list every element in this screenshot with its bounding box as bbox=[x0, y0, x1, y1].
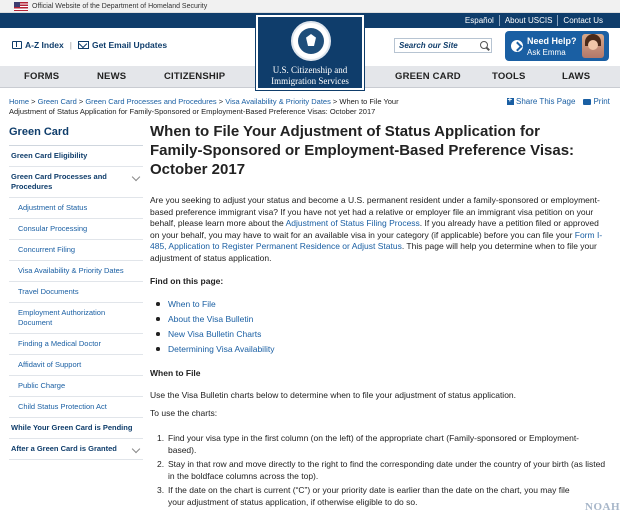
arrow-right-icon bbox=[511, 40, 523, 52]
sidebar-item-processes[interactable]: Green Card Processes and Procedures bbox=[9, 167, 143, 198]
link-about-uscis[interactable]: About USCIS bbox=[499, 15, 558, 26]
breadcrumb-visa-availability[interactable]: Visa Availability & Priority Dates bbox=[225, 97, 331, 106]
us-flag-icon bbox=[14, 2, 28, 11]
sidebar-item-adjustment[interactable]: Adjustment of Status bbox=[9, 198, 143, 219]
email-updates-link[interactable]: Get Email Updates bbox=[91, 40, 168, 50]
emma-avatar bbox=[582, 34, 604, 58]
uscis-logo[interactable] bbox=[256, 15, 364, 90]
toc-link-determining-availability[interactable]: Determining Visa Availability bbox=[168, 344, 275, 354]
step-3: 3. If the date on the chart is current (“C”) or your priority date is earlier than the date on the chart, you may file your adjustment of status application, if otherwise eligible to do so. bbox=[157, 485, 570, 507]
breadcrumb: Home > Green Card > Green Card Processes and Procedures > Visa Availability & Priority Dates > When to File Your Adjustment of Status Application for Family-Sponsored or Employment-Based Preference Visas: October 2017 bbox=[9, 97, 399, 116]
main-content bbox=[150, 122, 606, 179]
intro-paragraph: Are you seeking to adjust your status and become a U.S. permanent resident under a family-sponsored or employment-based preference immigrant visa? If you have not yet had a relative or employer file an immigrant visa petition on your behalf, please learn more about the Adjustment of Status Filing Process. If you already have a petition filed or approved on your behalf, you may have to wait for an available visa in your category (if applicable) before you can file your Form I-485, Application to Register Permanent Residence or Adjust Status. This page will help you determine when to file your adjustment of status application. bbox=[150, 195, 603, 263]
sidebar bbox=[9, 126, 143, 460]
link-espanol[interactable]: Español bbox=[464, 16, 494, 25]
nav-tools[interactable]: TOOLS bbox=[492, 71, 526, 82]
nav-green-card[interactable]: GREEN CARD bbox=[395, 71, 461, 82]
breadcrumb-processes[interactable]: Green Card Processes and Procedures bbox=[85, 97, 217, 106]
chevron-down-icon[interactable] bbox=[132, 445, 140, 453]
logo-text-line1: U.S. Citizenship and bbox=[272, 65, 348, 75]
sidebar-item-ead[interactable]: Employment Authorization Document bbox=[9, 303, 143, 334]
mail-icon bbox=[78, 41, 89, 49]
share-link[interactable]: Share This Page bbox=[516, 97, 576, 106]
help-title: Need Help? bbox=[527, 36, 577, 46]
gov-banner bbox=[0, 0, 620, 13]
page-title: When to File Your Adjustment of Status Application for Family-Sponsored or Employment-Based Preference Visas: October 2017 bbox=[150, 123, 575, 178]
nav-citizenship[interactable]: CITIZENSHIP bbox=[164, 71, 226, 82]
share-icon bbox=[507, 98, 514, 105]
help-subtitle: Ask Emma bbox=[527, 48, 566, 57]
toc-link-when-to-file[interactable]: When to File bbox=[168, 299, 216, 309]
sidebar-item-cspa[interactable]: Child Status Protection Act bbox=[9, 397, 143, 418]
az-index-link[interactable]: A-Z Index bbox=[25, 40, 64, 50]
sidebar-item-pending[interactable]: While Your Green Card is Pending bbox=[9, 418, 143, 439]
logo-text-line2: Immigration Services bbox=[271, 76, 349, 86]
toc-link-new-charts[interactable]: New Visa Bulletin Charts bbox=[168, 329, 262, 339]
sidebar-item-medical[interactable]: Finding a Medical Doctor bbox=[9, 334, 143, 355]
breadcrumb-green-card[interactable]: Green Card bbox=[37, 97, 77, 106]
chevron-down-icon[interactable] bbox=[132, 173, 140, 181]
sidebar-item-eligibility[interactable]: Green Card Eligibility bbox=[9, 146, 143, 167]
sidebar-item-public-charge[interactable]: Public Charge bbox=[9, 376, 143, 397]
sidebar-item-after-granted[interactable]: After a Green Card is Granted bbox=[9, 439, 143, 460]
search-icon[interactable] bbox=[480, 41, 488, 49]
print-icon bbox=[583, 99, 591, 105]
step-2: 2. Stay in that row and move directly to the right to find the corresponding date under the country of your birth (as listed in the boldface columns across the top). bbox=[157, 459, 606, 481]
sidebar-item-travel[interactable]: Travel Documents bbox=[9, 282, 143, 303]
breadcrumb-current: When to File Your Adjustment of Status Application for Family-Sponsored or Employment-Based Preference Visas: October 2017 bbox=[9, 97, 399, 116]
link-form-i485[interactable]: Form I-485, Application to Register Permanent Residence or Adjust Status bbox=[150, 229, 603, 252]
nav-forms[interactable]: FORMS bbox=[24, 71, 60, 82]
toc-link-about-visa-bulletin[interactable]: About the Visa Bulletin bbox=[168, 314, 254, 324]
when-to-file-heading: When to File bbox=[150, 368, 201, 378]
find-on-page-heading: Find on this page: bbox=[150, 276, 224, 286]
gov-banner-text: Official Website of the Department of Homeland Security bbox=[32, 2, 208, 10]
nav-laws[interactable]: LAWS bbox=[562, 71, 591, 82]
print-link[interactable]: Print bbox=[593, 97, 610, 106]
search-input[interactable] bbox=[394, 38, 492, 53]
dhs-seal-icon bbox=[291, 21, 331, 61]
sidebar-item-concurrent[interactable]: Concurrent Filing bbox=[9, 240, 143, 261]
to-use-charts-text: To use the charts: bbox=[150, 408, 218, 418]
header-separator: | bbox=[69, 40, 72, 50]
nav-news[interactable]: NEWS bbox=[97, 71, 127, 82]
sidebar-item-consular[interactable]: Consular Processing bbox=[9, 219, 143, 240]
link-contact-us[interactable]: Contact Us bbox=[557, 15, 608, 26]
step-1: 1. Find your visa type in the first column (on the left) of the appropriate chart (Family-sponsored or Employment-based). bbox=[157, 433, 580, 455]
need-help-button[interactable] bbox=[505, 31, 609, 61]
sidebar-item-affidavit[interactable]: Affidavit of Support bbox=[9, 355, 143, 376]
breadcrumb-home[interactable]: Home bbox=[9, 97, 30, 106]
book-icon bbox=[12, 41, 22, 49]
when-to-file-text: Use the Visa Bulletin charts below to determine when to file your adjustment of status application. bbox=[150, 390, 517, 400]
sidebar-item-visa-availability[interactable]: Visa Availability & Priority Dates bbox=[9, 261, 143, 282]
search-placeholder: Search our Site bbox=[399, 41, 458, 50]
sidebar-title: Green Card bbox=[9, 126, 143, 146]
page-tools bbox=[507, 97, 610, 106]
watermark-logo: NOAH bbox=[585, 501, 620, 513]
link-adjustment-filing-process[interactable]: Adjustment of Status Filing Process bbox=[285, 218, 420, 229]
